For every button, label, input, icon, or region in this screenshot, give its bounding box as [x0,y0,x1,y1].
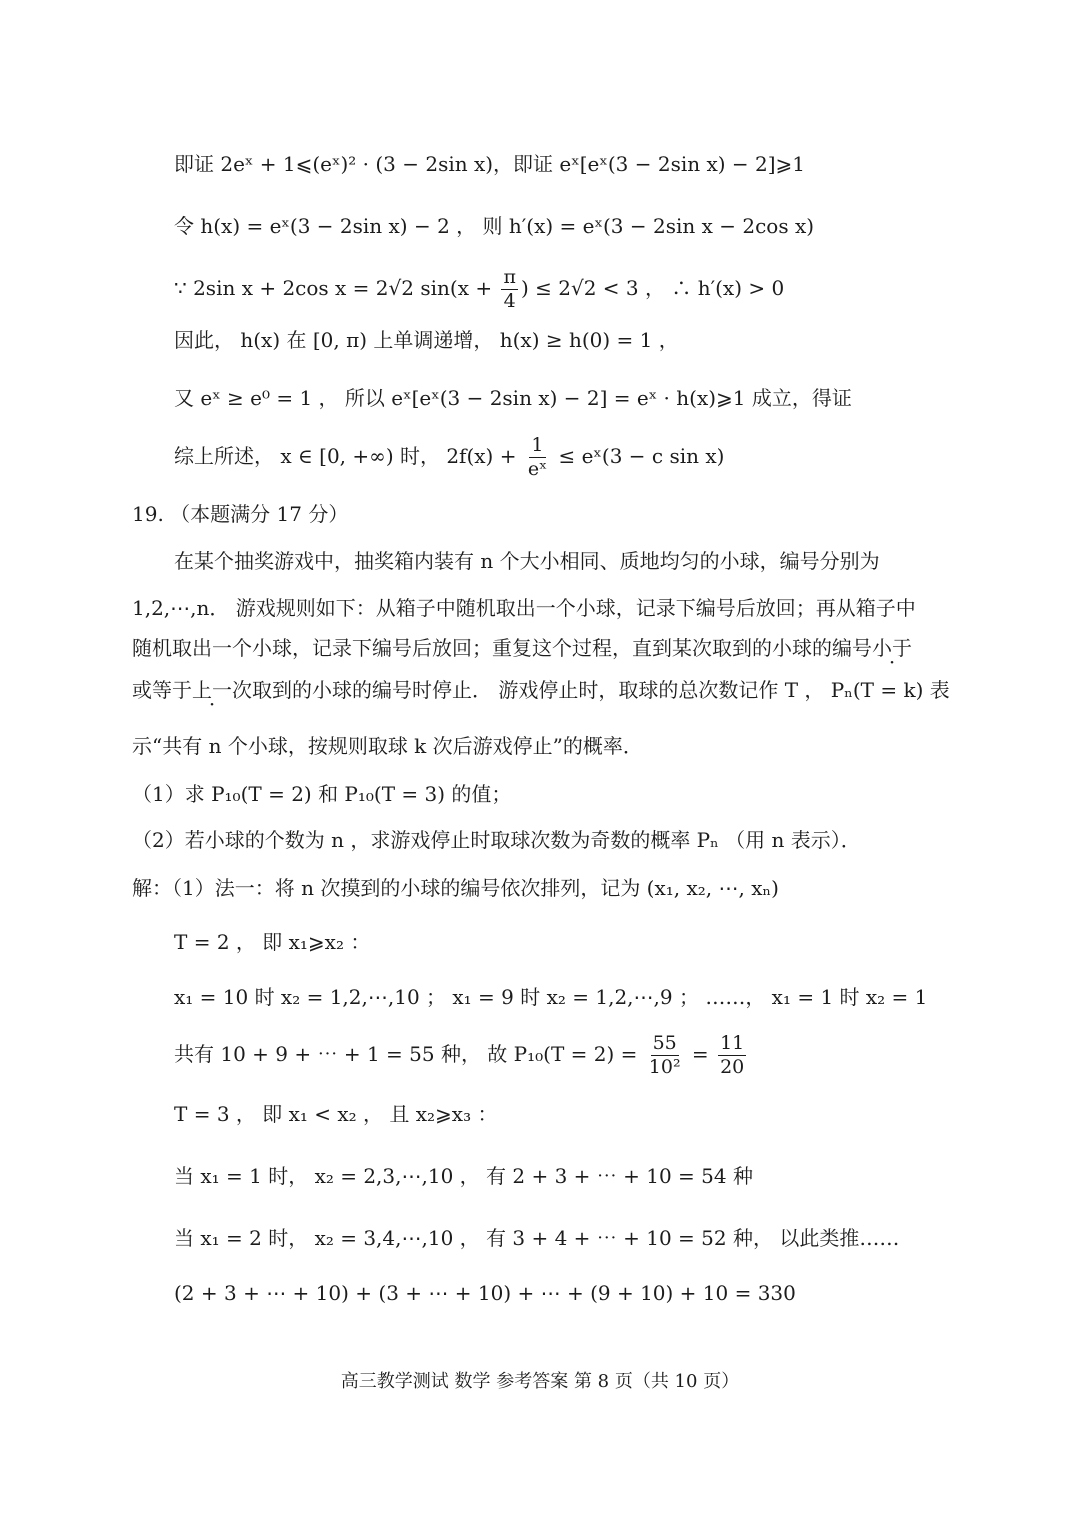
fraction-numerator: 55 [652,1032,677,1054]
fraction-denominator: 10² [648,1056,681,1078]
fraction-one-over-ex [526,434,549,481]
fraction-numerator: 11 [720,1032,745,1054]
fraction-denominator: 4 [503,290,516,312]
solution-t3-case-2: 当 x₁ = 2 时， x₂ = 3,4,⋯,10 ， 有 3 + 4 + ⋯ + 10 = 52 种， 以此类推…… [174,1226,900,1250]
emphasis-marked-text: 小于 [872,636,912,660]
solution-t3-sum: (2 + 3 + ⋯ + 10) + (3 + ⋯ + 10) + ⋯ + (9 + 10) + 10 = 330 [174,1281,796,1305]
proof-line-3 [174,266,784,313]
subquestion-2: （2）若小球的个数为 n ，求游戏停止时取球次数为奇数的概率 Pₙ （用 n 表示）． [132,828,861,852]
fraction-55-over-100 [647,1032,683,1079]
problem-text-5: 示“共有 n 个小球，按规则取球 k 次后游戏停止”的概率． [132,734,643,758]
fraction-numerator: 1 [531,434,544,456]
fraction-11-over-20 [718,1032,746,1079]
proof-conclusion [174,434,724,481]
solution-t3: T = 3 ， 即 x₁ < x₂ ， 且 x₂⩾x₃ ： [174,1102,498,1126]
problem-text-3-body: 随机取出一个小球，记录下编号后放回；重复这个过程，直到某次取到的小球的编号 [132,636,872,660]
solution-start: 解：（1）法一：将 n 次摸到的小球的编号依次排列，记为 (x₁, x₂, ⋯, xₙ) [132,876,779,900]
subquestion-1: （1）求 P₁₀(T = 2) 和 P₁₀(T = 3) 的值； [132,782,512,806]
eq17-mid: = [685,1042,716,1066]
problem-text-1: 在某个抽奖游戏中，抽奖箱内装有 n 个大小相同、质地均匀的小球，编号分别为 [174,549,880,573]
fraction-pi-over-4 [501,266,518,313]
solution-t2-cases: x₁ = 10 时 x₂ = 1,2,⋯,10 ； x₁ = 9 时 x₂ = 1,2,⋯,9 ； ……， x₁ = 1 时 x₂ = 1 [174,985,928,1009]
eq17-before: 共有 10 + 9 + ⋯ + 1 = 55 种， 故 P₁₀(T = 2) = [174,1042,644,1066]
fraction-denominator: eˣ [527,458,548,480]
problem-text-2: 1,2,⋯,n． 游戏规则如下：从箱子中随机取出一个小球，记录下编号后放回；再从箱子中 [132,596,916,620]
fraction-numerator: π [503,266,516,288]
eq3-after: ) ≤ 2√2 < 3 ， ∴ h′(x) > 0 [520,276,785,300]
eq3-before: ∵ 2sin x + 2cos x = 2√2 sin(x + [174,276,499,300]
solution-t3-case-1: 当 x₁ = 1 时， x₂ = 2,3,⋯,10 ， 有 2 + 3 + ⋯ + 10 = 54 种 [174,1164,753,1188]
eq6-before: 综上所述， x ∈ [0, +∞) 时， 2f(x) + [174,444,523,468]
proof-line-4: 因此， h(x) 在 [0, π) 上单调递增， h(x) ≥ h(0) = 1 ， [174,328,679,352]
solution-t2-result [174,1032,749,1079]
problem-text-4 [132,676,950,704]
page-footer: 高三教学测试 数学 参考答案 第 8 页（共 10 页） [340,1371,740,1392]
proof-line-5: 又 eˣ ≥ e⁰ = 1 ， 所以 eˣ[eˣ(3 − 2sin x) − 2] = eˣ · h(x)⩾1 成立，得证 [174,386,852,410]
emphasis-marked-text: 或等于上一次取到 · [132,678,292,702]
solution-t2: T = 2 ， 即 x₁⩾x₂ ： [174,930,371,954]
fraction-denominator: 20 [720,1056,745,1078]
proof-line-1: 即证 2eˣ + 1⩽(eˣ)² · (3 − 2sin x)，即证 eˣ[eˣ(3 − 2sin x) − 2]⩾1 [174,152,806,176]
proof-line-2: 令 h(x) = eˣ(3 − 2sin x) − 2 ， 则 h′(x) = eˣ(3 − 2sin x − 2cos x) [174,214,815,238]
problem-text-4-body: 的小球的编号时停止． 游戏停止时，取球的总次数记作 T ， Pₙ(T = k) 表 [292,678,950,702]
problem-19-heading: 19. （本题满分 17 分） [132,502,349,526]
problem-text-3 [132,634,912,662]
eq6-after: ≤ eˣ(3 − c sin x) [552,444,725,468]
